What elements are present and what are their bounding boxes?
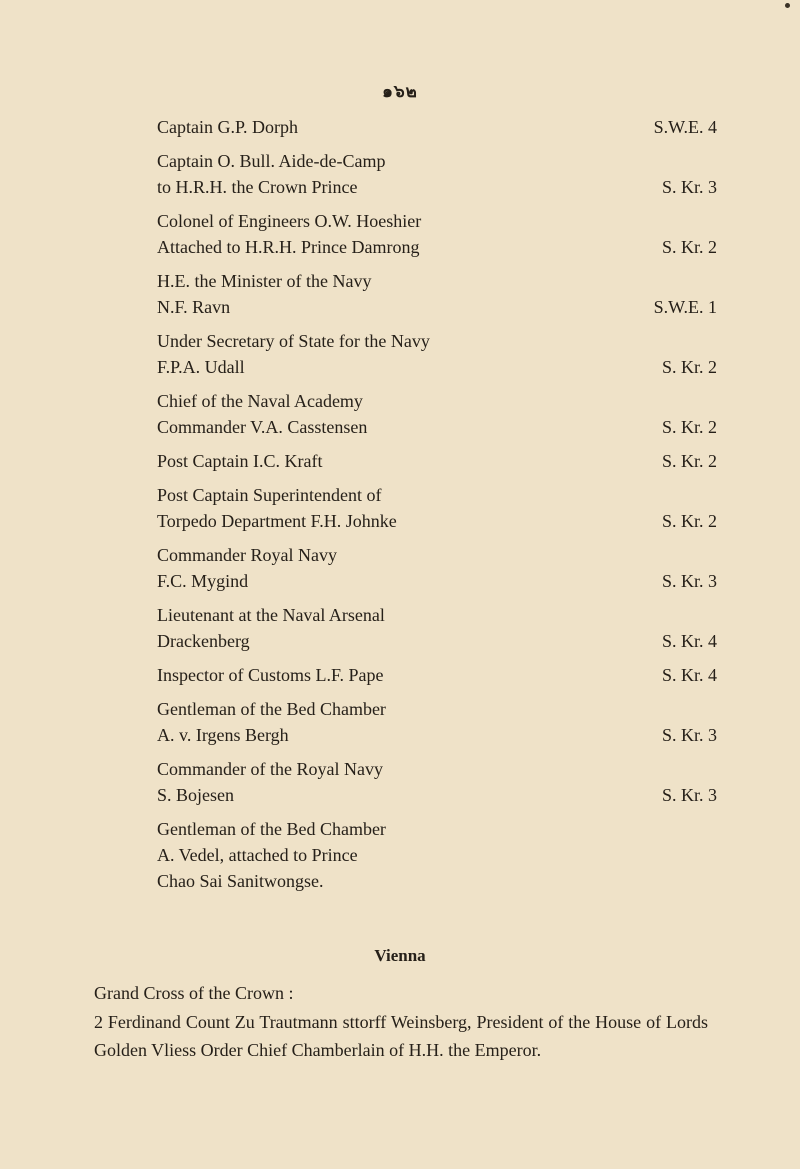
recipient-line: F.C. Mygind (157, 571, 249, 591)
recipient-line: Torpedo Department F.H. Johnke (157, 511, 397, 531)
decoration-entry (157, 482, 717, 534)
recipient-line: H.E. the Minister of the Navy (157, 271, 372, 291)
recipient-line: Drackenberg (157, 631, 250, 651)
order-class: S. Kr. 2 (661, 417, 717, 437)
recipient-line: Commander of the Royal Navy (157, 759, 383, 779)
decoration-entry (157, 448, 717, 474)
recipient-name (157, 114, 577, 140)
order-class: S. Kr. 3 (661, 571, 717, 591)
order-class: S. Kr. 3 (661, 177, 717, 197)
section-subheading: Grand Cross of the Crown : (94, 983, 294, 1003)
recipient-name (157, 328, 577, 380)
page-number: ๑๖๒ (382, 82, 418, 101)
decoration-entry (157, 662, 717, 688)
recipient-line: A. v. Irgens Bergh (157, 725, 289, 745)
order-class: S. Kr. 4 (661, 631, 717, 651)
recipient-line: Gentleman of the Bed Chamber (157, 699, 386, 719)
order-class: S. Kr. 2 (661, 451, 717, 471)
order-class: S.W.E. 4 (653, 117, 717, 137)
decoration-entry (157, 328, 717, 380)
recipient-line: F.P.A. Udall (157, 357, 245, 377)
order-class: S. Kr. 2 (661, 357, 717, 377)
recipient-name (157, 756, 577, 808)
recipient-name (157, 696, 577, 748)
recipient-line: Commander Royal Navy (157, 545, 337, 565)
decoration-entry (157, 602, 717, 654)
recipient-name (157, 542, 577, 594)
recipient-name (157, 482, 577, 534)
recipient-name (157, 388, 577, 440)
recipient-line: Under Secretary of State for the Navy (157, 331, 430, 351)
recipient-line: to H.R.H. the Crown Prince (157, 177, 358, 197)
recipient-name (157, 208, 577, 260)
ink-speck (785, 3, 790, 8)
recipient-name (157, 602, 577, 654)
recipient-line: N.F. Ravn (157, 297, 231, 317)
order-class: S. Kr. 3 (661, 785, 717, 805)
decoration-entry (157, 696, 717, 748)
decoration-entry (157, 114, 717, 140)
recipient-line: Lieutenant at the Naval Arsenal (157, 605, 385, 625)
recipient-line: S. Bojesen (157, 785, 235, 805)
decoration-entry (157, 268, 717, 320)
recipient-line: Captain O. Bull. Aide-de-Camp (157, 151, 386, 171)
decoration-list (157, 114, 717, 894)
recipient-line: Commander V.A. Casstensen (157, 417, 368, 437)
section-heading-vienna: Vienna (374, 946, 426, 965)
section-paragraph: 2 Ferdinand Count Zu Trautmann sttorff Weinsberg, President of the House of Lords Golden Vliess Order Chief Chamberlain of H.H. the Emperor. (94, 1012, 708, 1060)
recipient-line: Chao Sai Sanitwongse. (157, 871, 324, 891)
recipient-line: Chief of the Naval Academy (157, 391, 363, 411)
recipient-name (157, 662, 577, 688)
order-class: S.W.E. 1 (653, 297, 717, 317)
recipient-line: Captain G.P. Dorph (157, 117, 298, 137)
decoration-entry (157, 148, 717, 200)
recipient-line: A. Vedel, attached to Prince (157, 845, 358, 865)
recipient-line: Post Captain I.C. Kraft (157, 451, 323, 471)
recipient-line: Colonel of Engineers O.W. Hoeshier (157, 211, 422, 231)
recipient-line: Post Captain Superintendent of (157, 485, 382, 505)
recipient-line: Inspector of Customs L.F. Pape (157, 665, 384, 685)
order-class: S. Kr. 2 (661, 237, 717, 257)
order-class: S. Kr. 3 (661, 725, 717, 745)
recipient-name (157, 448, 577, 474)
recipient-name (157, 816, 577, 894)
decoration-entry (157, 388, 717, 440)
recipient-line: Attached to H.R.H. Prince Damrong (157, 237, 420, 257)
recipient-name (157, 148, 577, 200)
decoration-entry (157, 542, 717, 594)
recipient-name (157, 268, 577, 320)
order-class: S. Kr. 2 (661, 511, 717, 531)
order-class: S. Kr. 4 (661, 665, 717, 685)
decoration-entry (157, 816, 717, 894)
recipient-line: Gentleman of the Bed Chamber (157, 819, 386, 839)
decoration-entry (157, 208, 717, 260)
decoration-entry (157, 756, 717, 808)
